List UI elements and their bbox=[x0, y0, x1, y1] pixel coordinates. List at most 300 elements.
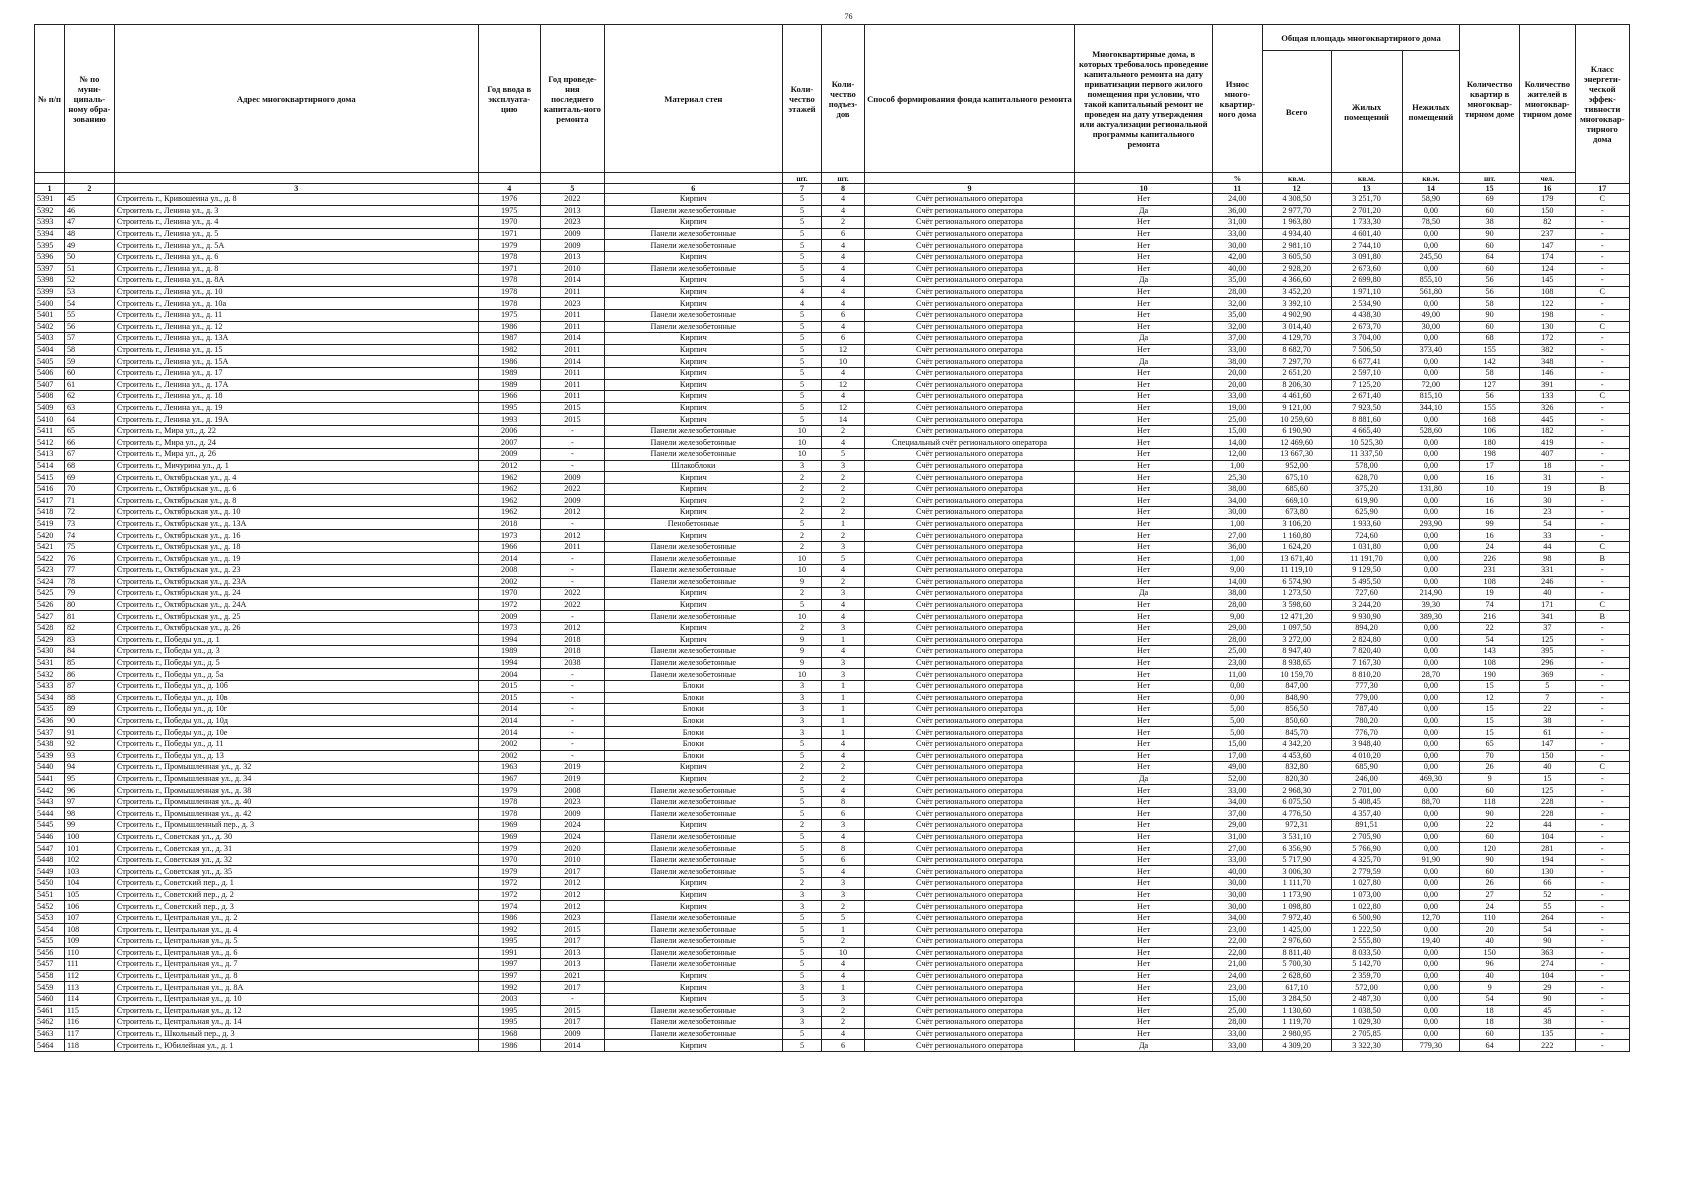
cell-residents: 382 bbox=[1520, 344, 1575, 356]
cell-energy-class: - bbox=[1575, 437, 1629, 449]
table-row bbox=[35, 854, 1630, 866]
cell-apartments: 60 bbox=[1460, 263, 1520, 275]
cell-wear: 36,00 bbox=[1212, 205, 1262, 217]
cell-area-nonliving: 0,00 bbox=[1402, 622, 1460, 634]
cell-energy-class: - bbox=[1575, 217, 1629, 229]
cell-floors: 10 bbox=[782, 437, 822, 449]
cell-energy-class: - bbox=[1575, 228, 1629, 240]
cell-fund-method: Счёт регионального оператора bbox=[864, 599, 1075, 611]
cell-repair-needed: Нет bbox=[1075, 936, 1213, 948]
table-row bbox=[35, 611, 1630, 623]
cell-repair-needed: Нет bbox=[1075, 796, 1213, 808]
cell-year-built: 1978 bbox=[478, 796, 540, 808]
cell-wear: 30,00 bbox=[1212, 901, 1262, 913]
cell-address: Строитель г., Советская ул., д. 35 bbox=[114, 866, 478, 878]
cell-wall-material: Панели железобетонные bbox=[605, 425, 782, 437]
cell-year-repair: - bbox=[540, 565, 604, 577]
cell-wall-material: Кирпич bbox=[605, 217, 782, 229]
cell-area-total: 3 531,10 bbox=[1262, 831, 1331, 843]
cell-repair-needed: Нет bbox=[1075, 808, 1213, 820]
cell-year-built: 2006 bbox=[478, 425, 540, 437]
cell-year-repair: - bbox=[540, 738, 604, 750]
cell-wall-material: Блоки bbox=[605, 692, 782, 704]
cell-num: 5440 bbox=[35, 762, 65, 774]
cell-energy-class: - bbox=[1575, 993, 1629, 1005]
cell-floors: 2 bbox=[782, 878, 822, 890]
cell-wall-material: Пенобетонные bbox=[605, 518, 782, 530]
cell-num: 5462 bbox=[35, 1017, 65, 1029]
cell-wall-material: Кирпич bbox=[605, 298, 782, 310]
cell-energy-class: B bbox=[1575, 483, 1629, 495]
unit-residents: чел. bbox=[1520, 173, 1575, 184]
cell-repair-needed: Нет bbox=[1075, 866, 1213, 878]
cell-entrances: 6 bbox=[822, 309, 864, 321]
cell-wear: 35,00 bbox=[1212, 275, 1262, 287]
cell-area-nonliving: 0,00 bbox=[1402, 657, 1460, 669]
cell-year-built: 1986 bbox=[478, 1040, 540, 1052]
cell-floors: 5 bbox=[782, 321, 822, 333]
cell-num: 5398 bbox=[35, 275, 65, 287]
cell-year-repair: 2013 bbox=[540, 947, 604, 959]
cell-entrances: 2 bbox=[822, 1005, 864, 1017]
cell-residents: 98 bbox=[1520, 553, 1575, 565]
cell-year-built: 2008 bbox=[478, 565, 540, 577]
unit-floors: шт. bbox=[782, 173, 822, 184]
column-number: 10 bbox=[1075, 184, 1213, 194]
cell-num: 5460 bbox=[35, 993, 65, 1005]
cell-address: Строитель г., Советский пер., д. 1 bbox=[114, 878, 478, 890]
cell-apartments: 118 bbox=[1460, 796, 1520, 808]
cell-address: Строитель г., Октябрьская ул., д. 23А bbox=[114, 576, 478, 588]
cell-residents: 19 bbox=[1520, 483, 1575, 495]
cell-address: Строитель г., Октябрьская ул., д. 23 bbox=[114, 565, 478, 577]
cell-floors: 5 bbox=[782, 750, 822, 762]
cell-fund-method: Счёт регионального оператора bbox=[864, 982, 1075, 994]
cell-area-living: 4 357,40 bbox=[1331, 808, 1402, 820]
cell-year-repair: 2022 bbox=[540, 588, 604, 600]
cell-area-total: 3 106,20 bbox=[1262, 518, 1331, 530]
cell-apartments: 90 bbox=[1460, 228, 1520, 240]
cell-fund-method: Счёт регионального оператора bbox=[864, 854, 1075, 866]
cell-residents: 52 bbox=[1520, 889, 1575, 901]
cell-wall-material: Панели железобетонные bbox=[605, 785, 782, 797]
cell-area-total: 1 130,60 bbox=[1262, 1005, 1331, 1017]
cell-area-total: 9 121,00 bbox=[1262, 402, 1331, 414]
cell-area-nonliving: 78,50 bbox=[1402, 217, 1460, 229]
cell-area-total: 3 014,40 bbox=[1262, 321, 1331, 333]
cell-floors: 5 bbox=[782, 970, 822, 982]
cell-wall-material: Панели железобетонные bbox=[605, 808, 782, 820]
cell-address: Строитель г., Октябрьская ул., д. 24 bbox=[114, 588, 478, 600]
cell-municipal-num: 54 bbox=[64, 298, 114, 310]
cell-area-total: 6 574,90 bbox=[1262, 576, 1331, 588]
cell-energy-class: - bbox=[1575, 634, 1629, 646]
cell-energy-class: - bbox=[1575, 982, 1629, 994]
cell-num: 5439 bbox=[35, 750, 65, 762]
cell-fund-method: Счёт регионального оператора bbox=[864, 379, 1075, 391]
cell-year-repair: 2010 bbox=[540, 854, 604, 866]
cell-area-nonliving: 19,40 bbox=[1402, 936, 1460, 948]
cell-area-total: 845,70 bbox=[1262, 727, 1331, 739]
cell-wear: 35,00 bbox=[1212, 309, 1262, 321]
cell-year-built: 1995 bbox=[478, 1005, 540, 1017]
cell-municipal-num: 86 bbox=[64, 669, 114, 681]
cell-area-living: 2 359,70 bbox=[1331, 970, 1402, 982]
cell-repair-needed: Нет bbox=[1075, 738, 1213, 750]
cell-area-nonliving: 0,00 bbox=[1402, 541, 1460, 553]
cell-repair-needed: Нет bbox=[1075, 553, 1213, 565]
cell-year-built: 1966 bbox=[478, 541, 540, 553]
cell-floors: 5 bbox=[782, 1040, 822, 1052]
cell-num: 5451 bbox=[35, 889, 65, 901]
cell-num: 5464 bbox=[35, 1040, 65, 1052]
cell-energy-class: - bbox=[1575, 367, 1629, 379]
cell-energy-class: - bbox=[1575, 565, 1629, 577]
cell-wear: 37,00 bbox=[1212, 808, 1262, 820]
column-number: 2 bbox=[64, 184, 114, 194]
cell-energy-class: - bbox=[1575, 402, 1629, 414]
cell-area-nonliving: 72,00 bbox=[1402, 379, 1460, 391]
cell-wear: 49,00 bbox=[1212, 762, 1262, 774]
cell-num: 5420 bbox=[35, 530, 65, 542]
cell-repair-needed: Нет bbox=[1075, 692, 1213, 704]
cell-area-living: 2 701,20 bbox=[1331, 205, 1402, 217]
cell-year-repair: - bbox=[540, 750, 604, 762]
cell-floors: 5 bbox=[782, 367, 822, 379]
cell-residents: 122 bbox=[1520, 298, 1575, 310]
cell-year-repair: 2024 bbox=[540, 820, 604, 832]
cell-wear: 38,00 bbox=[1212, 356, 1262, 368]
cell-municipal-num: 55 bbox=[64, 309, 114, 321]
cell-energy-class: - bbox=[1575, 738, 1629, 750]
cell-area-nonliving: 0,00 bbox=[1402, 866, 1460, 878]
cell-municipal-num: 108 bbox=[64, 924, 114, 936]
cell-entrances: 1 bbox=[822, 518, 864, 530]
cell-year-built: 1978 bbox=[478, 298, 540, 310]
cell-residents: 331 bbox=[1520, 565, 1575, 577]
cell-residents: 125 bbox=[1520, 634, 1575, 646]
cell-area-total: 6 190,90 bbox=[1262, 425, 1331, 437]
cell-address: Строитель г., Центральная ул., д. 4 bbox=[114, 924, 478, 936]
cell-area-total: 1 624,20 bbox=[1262, 541, 1331, 553]
cell-energy-class: - bbox=[1575, 669, 1629, 681]
cell-repair-needed: Нет bbox=[1075, 750, 1213, 762]
cell-residents: 194 bbox=[1520, 854, 1575, 866]
cell-area-nonliving: 469,30 bbox=[1402, 773, 1460, 785]
cell-area-total: 2 980,95 bbox=[1262, 1028, 1331, 1040]
table-row bbox=[35, 483, 1630, 495]
cell-energy-class: - bbox=[1575, 750, 1629, 762]
cell-residents: 90 bbox=[1520, 993, 1575, 1005]
cell-fund-method: Специальный счёт регионального оператора bbox=[864, 437, 1075, 449]
cell-area-nonliving: 0,00 bbox=[1402, 785, 1460, 797]
cell-energy-class: - bbox=[1575, 727, 1629, 739]
table-body bbox=[35, 194, 1630, 1052]
cell-municipal-num: 82 bbox=[64, 622, 114, 634]
column-number: 15 bbox=[1460, 184, 1520, 194]
cell-year-repair: 2009 bbox=[540, 472, 604, 484]
cell-wall-material: Панели железобетонные bbox=[605, 541, 782, 553]
cell-num: 5399 bbox=[35, 286, 65, 298]
cell-num: 5425 bbox=[35, 588, 65, 600]
cell-energy-class: - bbox=[1575, 263, 1629, 275]
cell-municipal-num: 60 bbox=[64, 367, 114, 379]
cell-wall-material: Панели железобетонные bbox=[605, 240, 782, 252]
cell-floors: 2 bbox=[782, 483, 822, 495]
cell-municipal-num: 99 bbox=[64, 820, 114, 832]
cell-floors: 5 bbox=[782, 251, 822, 263]
cell-floors: 3 bbox=[782, 680, 822, 692]
cell-energy-class: - bbox=[1575, 576, 1629, 588]
cell-municipal-num: 91 bbox=[64, 727, 114, 739]
cell-area-living: 3 322,30 bbox=[1331, 1040, 1402, 1052]
header-residents: Количество жителей в многоквар-тирном доме bbox=[1520, 25, 1575, 173]
cell-year-built: 1989 bbox=[478, 379, 540, 391]
cell-apartments: 22 bbox=[1460, 622, 1520, 634]
cell-wall-material: Панели железобетонные bbox=[605, 924, 782, 936]
cell-apartments: 60 bbox=[1460, 785, 1520, 797]
cell-area-living: 2 744,10 bbox=[1331, 240, 1402, 252]
cell-year-built: 2014 bbox=[478, 553, 540, 565]
cell-apartments: 40 bbox=[1460, 936, 1520, 948]
table-row bbox=[35, 622, 1630, 634]
cell-municipal-num: 72 bbox=[64, 507, 114, 519]
cell-floors: 5 bbox=[782, 912, 822, 924]
unit-cell bbox=[864, 173, 1075, 184]
cell-municipal-num: 96 bbox=[64, 785, 114, 797]
cell-fund-method: Счёт регионального оператора bbox=[864, 576, 1075, 588]
cell-energy-class: C bbox=[1575, 286, 1629, 298]
cell-wear: 38,00 bbox=[1212, 588, 1262, 600]
cell-address: Строитель г., Ленина ул., д. 18 bbox=[114, 391, 478, 403]
capital-repair-table-container bbox=[34, 24, 1630, 1052]
cell-address: Строитель г., Победы ул., д. 3 bbox=[114, 646, 478, 658]
cell-entrances: 8 bbox=[822, 843, 864, 855]
cell-entrances: 2 bbox=[822, 425, 864, 437]
unit-entrances: шт. bbox=[822, 173, 864, 184]
cell-apartments: 56 bbox=[1460, 391, 1520, 403]
cell-energy-class: - bbox=[1575, 704, 1629, 716]
cell-year-repair: - bbox=[540, 425, 604, 437]
cell-wall-material: Кирпич bbox=[605, 472, 782, 484]
cell-area-total: 3 272,00 bbox=[1262, 634, 1331, 646]
cell-wear: 0,00 bbox=[1212, 680, 1262, 692]
cell-address: Строитель г., Ленина ул., д. 6 bbox=[114, 251, 478, 263]
cell-apartments: 127 bbox=[1460, 379, 1520, 391]
cell-municipal-num: 97 bbox=[64, 796, 114, 808]
column-number: 4 bbox=[478, 184, 540, 194]
table-row bbox=[35, 866, 1630, 878]
cell-year-repair: - bbox=[540, 518, 604, 530]
cell-year-repair: 2022 bbox=[540, 599, 604, 611]
cell-area-nonliving: 0,00 bbox=[1402, 367, 1460, 379]
cell-apartments: 60 bbox=[1460, 1028, 1520, 1040]
cell-area-nonliving: 0,00 bbox=[1402, 843, 1460, 855]
cell-repair-needed: Нет bbox=[1075, 1017, 1213, 1029]
cell-wear: 9,00 bbox=[1212, 565, 1262, 577]
cell-address: Строитель г., Октябрьская ул., д. 4 bbox=[114, 472, 478, 484]
cell-area-nonliving: 30,00 bbox=[1402, 321, 1460, 333]
cell-area-nonliving: 0,00 bbox=[1402, 263, 1460, 275]
cell-year-built: 1987 bbox=[478, 333, 540, 345]
cell-year-built: 1970 bbox=[478, 854, 540, 866]
table-row bbox=[35, 507, 1630, 519]
cell-address: Строитель г., Октябрьская ул., д. 18 bbox=[114, 541, 478, 553]
cell-floors: 5 bbox=[782, 599, 822, 611]
cell-apartments: 68 bbox=[1460, 333, 1520, 345]
table-row bbox=[35, 657, 1630, 669]
cell-area-total: 3 452,20 bbox=[1262, 286, 1331, 298]
table-row bbox=[35, 437, 1630, 449]
cell-floors: 2 bbox=[782, 622, 822, 634]
cell-year-repair: 2011 bbox=[540, 344, 604, 356]
cell-municipal-num: 71 bbox=[64, 495, 114, 507]
cell-entrances: 3 bbox=[822, 460, 864, 472]
cell-year-repair: 2011 bbox=[540, 379, 604, 391]
cell-fund-method: Счёт регионального оператора bbox=[864, 263, 1075, 275]
cell-address: Строитель г., Мичурина ул., д. 1 bbox=[114, 460, 478, 472]
cell-wall-material: Блоки bbox=[605, 750, 782, 762]
cell-repair-needed: Нет bbox=[1075, 982, 1213, 994]
cell-repair-needed: Нет bbox=[1075, 785, 1213, 797]
cell-entrances: 4 bbox=[822, 599, 864, 611]
cell-area-total: 1 963,80 bbox=[1262, 217, 1331, 229]
cell-year-repair: 2009 bbox=[540, 1028, 604, 1040]
cell-wall-material: Кирпич bbox=[605, 622, 782, 634]
cell-repair-needed: Нет bbox=[1075, 843, 1213, 855]
unit-area-nonliving: кв.м. bbox=[1402, 173, 1460, 184]
cell-address: Строитель г., Центральная ул., д. 7 bbox=[114, 959, 478, 971]
cell-floors: 3 bbox=[782, 715, 822, 727]
column-number-row bbox=[35, 184, 1630, 194]
cell-apartments: 24 bbox=[1460, 541, 1520, 553]
cell-num: 5397 bbox=[35, 263, 65, 275]
cell-entrances: 3 bbox=[822, 820, 864, 832]
cell-address: Строитель г., Ленина ул., д. 19 bbox=[114, 402, 478, 414]
cell-municipal-num: 104 bbox=[64, 878, 114, 890]
cell-apartments: 26 bbox=[1460, 878, 1520, 890]
cell-area-living: 1 031,80 bbox=[1331, 541, 1402, 553]
cell-year-built: 1973 bbox=[478, 530, 540, 542]
cell-entrances: 2 bbox=[822, 773, 864, 785]
cell-wear: 15,00 bbox=[1212, 993, 1262, 1005]
cell-apartments: 56 bbox=[1460, 275, 1520, 287]
cell-energy-class: - bbox=[1575, 507, 1629, 519]
cell-area-living: 685,90 bbox=[1331, 762, 1402, 774]
cell-address: Строитель г., Ленина ул., д. 5А bbox=[114, 240, 478, 252]
cell-area-total: 850,60 bbox=[1262, 715, 1331, 727]
cell-floors: 5 bbox=[782, 344, 822, 356]
table-row bbox=[35, 356, 1630, 368]
cell-residents: 174 bbox=[1520, 251, 1575, 263]
cell-municipal-num: 107 bbox=[64, 912, 114, 924]
cell-apartments: 20 bbox=[1460, 924, 1520, 936]
cell-fund-method: Счёт регионального оператора bbox=[864, 356, 1075, 368]
cell-wear: 24,00 bbox=[1212, 970, 1262, 982]
cell-area-total: 7 972,40 bbox=[1262, 912, 1331, 924]
table-row bbox=[35, 820, 1630, 832]
cell-num: 5452 bbox=[35, 901, 65, 913]
cell-year-built: 2002 bbox=[478, 576, 540, 588]
cell-municipal-num: 48 bbox=[64, 228, 114, 240]
cell-address: Строитель г., Октябрьская ул., д. 26 bbox=[114, 622, 478, 634]
cell-repair-needed: Нет bbox=[1075, 507, 1213, 519]
cell-year-repair: - bbox=[540, 449, 604, 461]
table-row bbox=[35, 646, 1630, 658]
cell-energy-class: - bbox=[1575, 414, 1629, 426]
table-row bbox=[35, 391, 1630, 403]
cell-energy-class: - bbox=[1575, 449, 1629, 461]
cell-area-living: 7 820,40 bbox=[1331, 646, 1402, 658]
cell-year-built: 1989 bbox=[478, 367, 540, 379]
table-row bbox=[35, 889, 1630, 901]
cell-repair-needed: Нет bbox=[1075, 646, 1213, 658]
cell-residents: 147 bbox=[1520, 240, 1575, 252]
cell-address: Строитель г., Ленина ул., д. 5 bbox=[114, 228, 478, 240]
cell-area-total: 3 605,50 bbox=[1262, 251, 1331, 263]
cell-area-nonliving: 0,00 bbox=[1402, 1017, 1460, 1029]
cell-area-living: 11 337,50 bbox=[1331, 449, 1402, 461]
cell-residents: 37 bbox=[1520, 622, 1575, 634]
cell-entrances: 10 bbox=[822, 356, 864, 368]
cell-area-total: 972,31 bbox=[1262, 820, 1331, 832]
cell-residents: 145 bbox=[1520, 275, 1575, 287]
cell-year-repair: 2015 bbox=[540, 1005, 604, 1017]
cell-area-living: 1 933,60 bbox=[1331, 518, 1402, 530]
cell-area-living: 3 244,20 bbox=[1331, 599, 1402, 611]
header-area-living: Жилых помещений bbox=[1331, 51, 1402, 173]
cell-area-living: 7 125,20 bbox=[1331, 379, 1402, 391]
cell-entrances: 1 bbox=[822, 634, 864, 646]
cell-year-built: 2003 bbox=[478, 993, 540, 1005]
cell-wear: 12,00 bbox=[1212, 449, 1262, 461]
cell-wall-material: Кирпич bbox=[605, 414, 782, 426]
cell-year-built: 1989 bbox=[478, 646, 540, 658]
cell-year-repair: 2012 bbox=[540, 530, 604, 542]
cell-apartments: 9 bbox=[1460, 982, 1520, 994]
cell-entrances: 4 bbox=[822, 738, 864, 750]
cell-residents: 222 bbox=[1520, 1040, 1575, 1052]
cell-entrances: 1 bbox=[822, 704, 864, 716]
cell-municipal-num: 84 bbox=[64, 646, 114, 658]
cell-year-repair: 2022 bbox=[540, 194, 604, 206]
cell-entrances: 8 bbox=[822, 796, 864, 808]
cell-year-repair: 2010 bbox=[540, 263, 604, 275]
cell-floors: 3 bbox=[782, 1017, 822, 1029]
cell-floors: 5 bbox=[782, 843, 822, 855]
cell-residents: 7 bbox=[1520, 692, 1575, 704]
cell-entrances: 6 bbox=[822, 854, 864, 866]
cell-apartments: 106 bbox=[1460, 425, 1520, 437]
cell-area-total: 7 297,70 bbox=[1262, 356, 1331, 368]
cell-repair-needed: Нет bbox=[1075, 993, 1213, 1005]
table-row bbox=[35, 669, 1630, 681]
cell-residents: 33 bbox=[1520, 530, 1575, 542]
cell-floors: 5 bbox=[782, 194, 822, 206]
cell-year-built: 1995 bbox=[478, 402, 540, 414]
table-row bbox=[35, 449, 1630, 461]
cell-area-total: 4 453,60 bbox=[1262, 750, 1331, 762]
table-row bbox=[35, 565, 1630, 577]
cell-wall-material: Кирпич bbox=[605, 993, 782, 1005]
cell-apartments: 16 bbox=[1460, 530, 1520, 542]
cell-floors: 5 bbox=[782, 275, 822, 287]
cell-year-repair: 2011 bbox=[540, 321, 604, 333]
cell-area-total: 8 947,40 bbox=[1262, 646, 1331, 658]
table-row bbox=[35, 205, 1630, 217]
cell-entrances: 4 bbox=[822, 611, 864, 623]
cell-area-living: 246,00 bbox=[1331, 773, 1402, 785]
